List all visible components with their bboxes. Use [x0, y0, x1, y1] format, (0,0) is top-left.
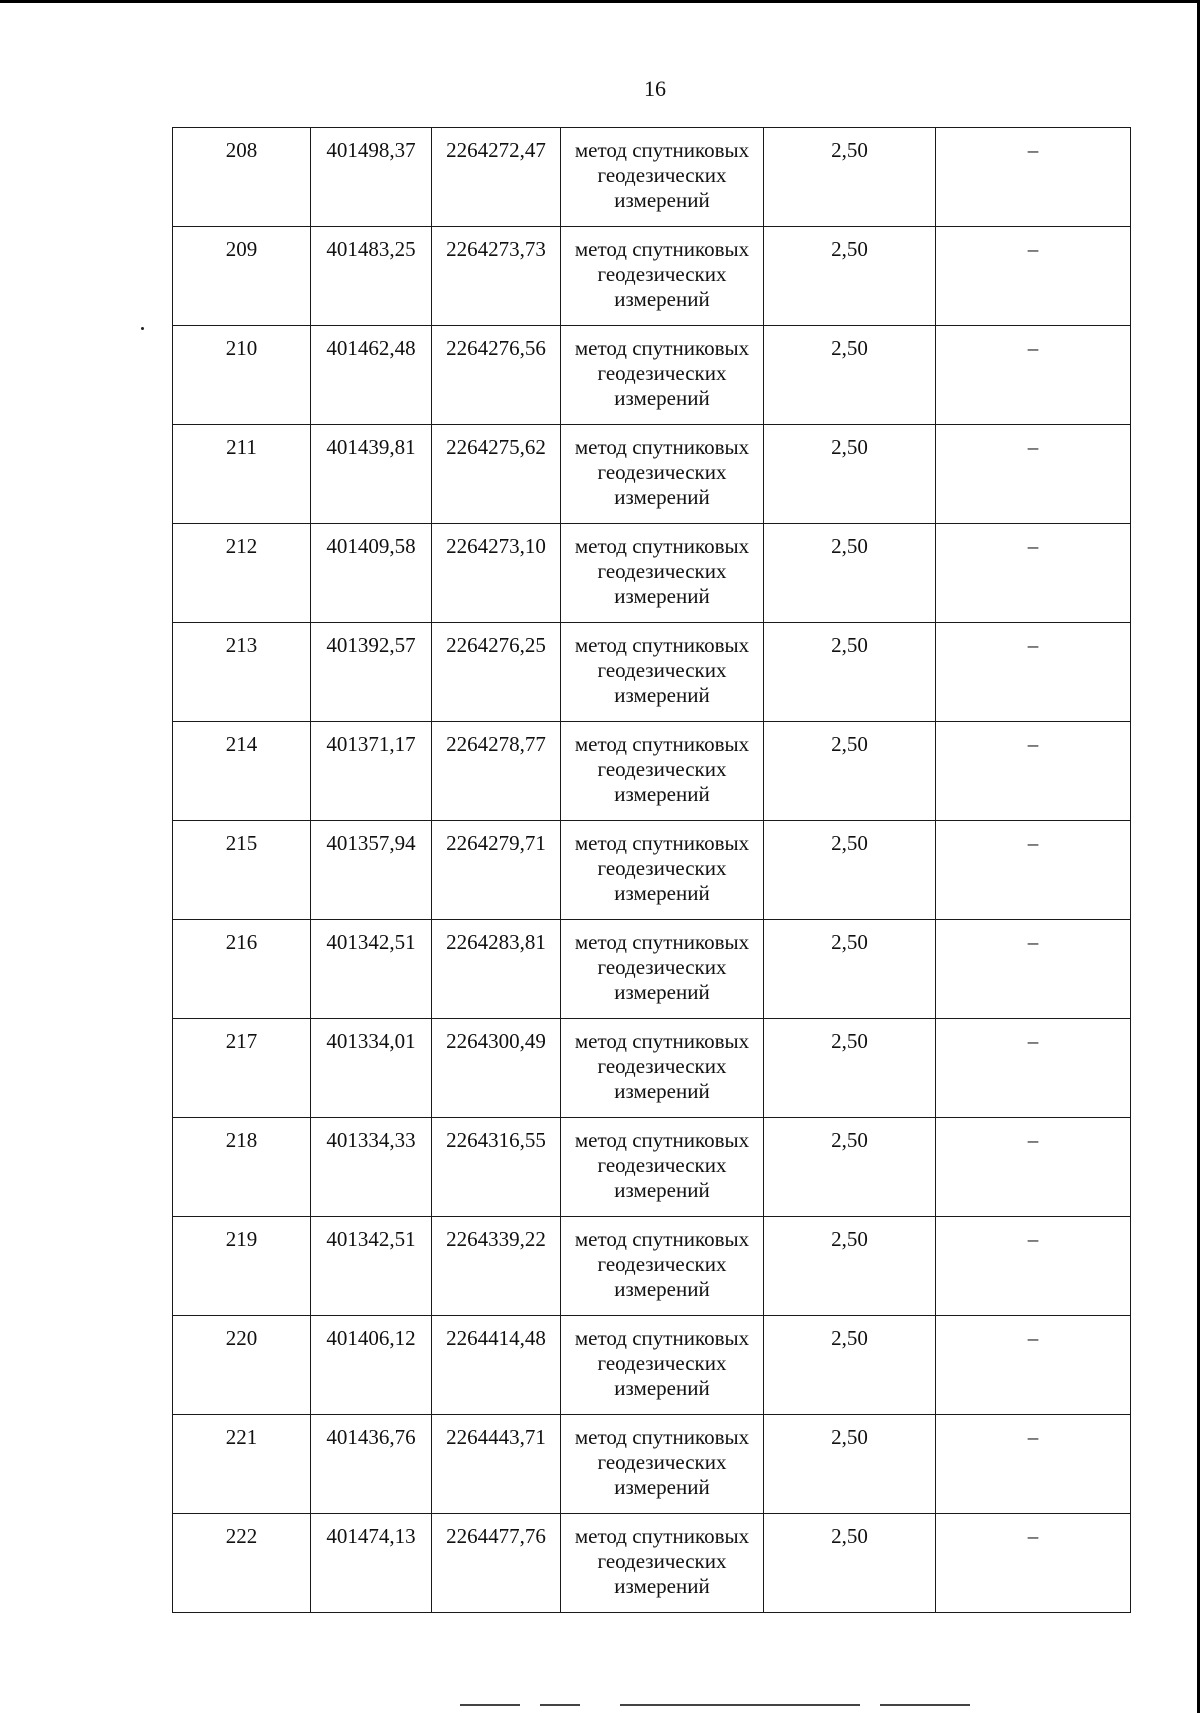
cell-point-number: 219 [173, 1217, 311, 1316]
cell-note: – [936, 227, 1131, 326]
cell-coordinate-y: 2264276,25 [432, 623, 561, 722]
table-row [173, 425, 1131, 524]
cell-method: метод спутниковых геодезических измерений [561, 524, 764, 623]
cell-coordinate-x: 401342,51 [311, 1217, 432, 1316]
cell-method: метод спутниковых геодезических измерений [561, 920, 764, 1019]
cell-coordinate-y: 2264273,10 [432, 524, 561, 623]
cell-coordinate-y: 2264283,81 [432, 920, 561, 1019]
table-row [173, 1217, 1131, 1316]
cell-method: метод спутниковых геодезических измерений [561, 1217, 764, 1316]
cell-accuracy: 2,50 [764, 1019, 936, 1118]
cell-note: – [936, 128, 1131, 227]
cell-accuracy: 2,50 [764, 227, 936, 326]
cell-point-number: 208 [173, 128, 311, 227]
page-edge-top [0, 0, 1200, 3]
cell-method: метод спутниковых геодезических измерений [561, 128, 764, 227]
cell-method: метод спутниковых геодезических измерений [561, 227, 764, 326]
cell-note: – [936, 920, 1131, 1019]
cell-note: – [936, 1316, 1131, 1415]
cell-point-number: 220 [173, 1316, 311, 1415]
cell-note: – [936, 1217, 1131, 1316]
cell-coordinate-x: 401334,33 [311, 1118, 432, 1217]
cell-note: – [936, 425, 1131, 524]
cell-accuracy: 2,50 [764, 821, 936, 920]
cell-point-number: 209 [173, 227, 311, 326]
cell-method: метод спутниковых геодезических измерений [561, 1415, 764, 1514]
cell-coordinate-y: 2264278,77 [432, 722, 561, 821]
cell-coordinate-y: 2264279,71 [432, 821, 561, 920]
cell-coordinate-y: 2264414,48 [432, 1316, 561, 1415]
cell-note: – [936, 1415, 1131, 1514]
cell-coordinate-x: 401406,12 [311, 1316, 432, 1415]
cell-point-number: 221 [173, 1415, 311, 1514]
cell-accuracy: 2,50 [764, 425, 936, 524]
cell-method: метод спутниковых геодезических измерений [561, 326, 764, 425]
cell-note: – [936, 821, 1131, 920]
cell-coordinate-x: 401371,17 [311, 722, 432, 821]
table-row [173, 1118, 1131, 1217]
cell-method: метод спутниковых геодезических измерений [561, 425, 764, 524]
cell-point-number: 213 [173, 623, 311, 722]
table-row [173, 227, 1131, 326]
cell-coordinate-x: 401474,13 [311, 1514, 432, 1613]
cell-method: метод спутниковых геодезических измерений [561, 1316, 764, 1415]
cell-coordinate-y: 2264300,49 [432, 1019, 561, 1118]
cell-method: метод спутниковых геодезических измерений [561, 722, 764, 821]
cell-accuracy: 2,50 [764, 1217, 936, 1316]
cell-coordinate-x: 401342,51 [311, 920, 432, 1019]
cell-note: – [936, 1118, 1131, 1217]
cell-coordinate-x: 401334,01 [311, 1019, 432, 1118]
cell-accuracy: 2,50 [764, 1118, 936, 1217]
cell-note: – [936, 623, 1131, 722]
cell-point-number: 212 [173, 524, 311, 623]
cell-method: метод спутниковых геодезических измерений [561, 821, 764, 920]
cell-point-number: 215 [173, 821, 311, 920]
cell-coordinate-y: 2264477,76 [432, 1514, 561, 1613]
cell-coordinate-x: 401409,58 [311, 524, 432, 623]
cell-coordinate-x: 401357,94 [311, 821, 432, 920]
table-row [173, 1316, 1131, 1415]
cell-coordinate-x: 401483,25 [311, 227, 432, 326]
scan-speck [141, 327, 144, 330]
cell-accuracy: 2,50 [764, 1514, 936, 1613]
cell-accuracy: 2,50 [764, 1415, 936, 1514]
cell-accuracy: 2,50 [764, 1316, 936, 1415]
cell-note: – [936, 1514, 1131, 1613]
cell-coordinate-y: 2264273,73 [432, 227, 561, 326]
cell-coordinate-y: 2264443,71 [432, 1415, 561, 1514]
table-row [173, 524, 1131, 623]
page-number: 16 [644, 76, 666, 101]
table-row [173, 1514, 1131, 1613]
cell-point-number: 214 [173, 722, 311, 821]
cell-point-number: 211 [173, 425, 311, 524]
cell-coordinate-y: 2264275,62 [432, 425, 561, 524]
cell-coordinate-y: 2264276,56 [432, 326, 561, 425]
table-row [173, 623, 1131, 722]
cell-accuracy: 2,50 [764, 128, 936, 227]
cell-coordinate-x: 401436,76 [311, 1415, 432, 1514]
table-body [173, 128, 1131, 1613]
coordinates-table [172, 127, 1131, 1613]
table-row [173, 821, 1131, 920]
cell-accuracy: 2,50 [764, 722, 936, 821]
cell-accuracy: 2,50 [764, 920, 936, 1019]
table-row [173, 920, 1131, 1019]
cell-point-number: 222 [173, 1514, 311, 1613]
cell-note: – [936, 326, 1131, 425]
cell-method: метод спутниковых геодезических измерений [561, 623, 764, 722]
table-row [173, 1019, 1131, 1118]
table-row [173, 128, 1131, 227]
cell-method: метод спутниковых геодезических измерений [561, 1514, 764, 1613]
table-row [173, 326, 1131, 425]
cell-accuracy: 2,50 [764, 623, 936, 722]
cell-accuracy: 2,50 [764, 326, 936, 425]
table-row [173, 1415, 1131, 1514]
cell-coordinate-y: 2264272,47 [432, 128, 561, 227]
cell-note: – [936, 524, 1131, 623]
cell-point-number: 217 [173, 1019, 311, 1118]
cell-point-number: 210 [173, 326, 311, 425]
cell-point-number: 218 [173, 1118, 311, 1217]
cell-coordinate-x: 401392,57 [311, 623, 432, 722]
cell-point-number: 216 [173, 920, 311, 1019]
cell-note: – [936, 1019, 1131, 1118]
cell-coordinate-y: 2264339,22 [432, 1217, 561, 1316]
table-row [173, 722, 1131, 821]
cell-coordinate-y: 2264316,55 [432, 1118, 561, 1217]
cell-coordinate-x: 401462,48 [311, 326, 432, 425]
cell-coordinate-x: 401439,81 [311, 425, 432, 524]
scan-artifact-marks [460, 1704, 1020, 1710]
cell-method: метод спутниковых геодезических измерений [561, 1019, 764, 1118]
cell-coordinate-x: 401498,37 [311, 128, 432, 227]
cell-note: – [936, 722, 1131, 821]
cell-method: метод спутниковых геодезических измерений [561, 1118, 764, 1217]
cell-accuracy: 2,50 [764, 524, 936, 623]
